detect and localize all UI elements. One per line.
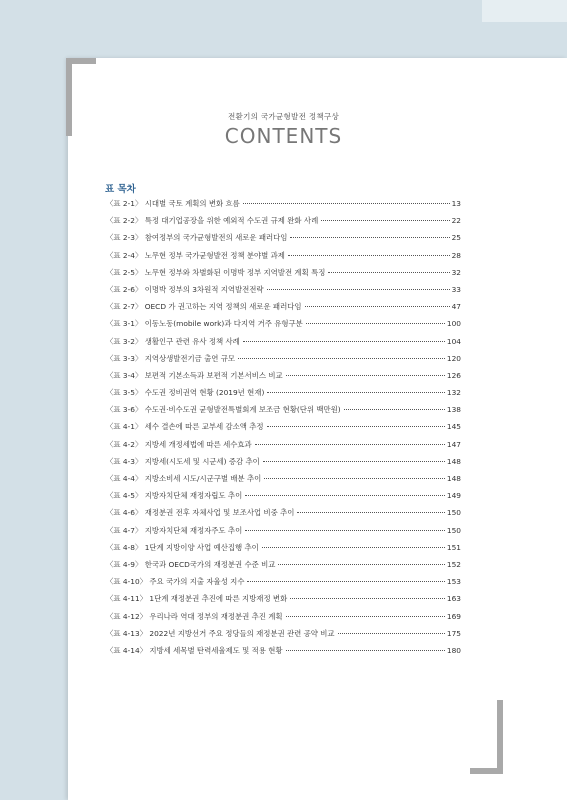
toc-dot-leader	[286, 616, 445, 617]
toc-entry-label: 〈표 3-3〉 지역상생발전기금 출연 규모	[106, 353, 236, 363]
toc-dot-leader	[297, 512, 444, 513]
toc-entry-page: 169	[446, 611, 461, 621]
toc-entry-page: 33	[451, 284, 461, 294]
toc-entry[interactable]	[106, 439, 461, 456]
toc-entry-page: 150	[446, 525, 461, 535]
toc-entry[interactable]	[106, 215, 461, 232]
toc-entry-label: 〈표 2-3〉 참여정부의 국가균형발전의 새로운 패러다임	[106, 233, 288, 243]
toc-entry-page: 180	[446, 645, 461, 655]
toc-entry-page: 152	[446, 559, 461, 569]
toc-entry-label: 〈표 4-7〉 지방자치단체 재정자주도 추이	[106, 525, 243, 535]
toc-dot-leader	[286, 375, 445, 376]
toc-dot-leader	[286, 650, 445, 651]
toc-entry[interactable]	[106, 284, 461, 301]
toc-dot-leader	[243, 203, 450, 204]
toc-entry-label: 〈표 4-8〉 1단계 지방이양 사업 예산집행 추이	[106, 542, 259, 552]
toc-entry-page: 32	[451, 267, 461, 277]
toc-dot-leader	[267, 289, 450, 290]
toc-entry-page: 132	[446, 388, 461, 398]
toc-entry[interactable]	[106, 507, 461, 524]
toc-entry-label: 〈표 4-5〉 지방자치단체 재정자립도 추이	[106, 491, 243, 501]
toc-dot-leader	[264, 478, 445, 479]
toc-entry-page: 47	[451, 302, 461, 312]
toc-entry[interactable]	[106, 593, 461, 610]
table-list-heading: 표 목차	[105, 184, 136, 195]
toc-entry-label: 〈표 3-4〉 보편적 기본소득과 보편적 기본서비스 비교	[106, 370, 283, 380]
toc-entry[interactable]	[106, 542, 461, 559]
toc-entry-page: 149	[446, 491, 461, 501]
toc-entry[interactable]	[106, 318, 461, 335]
toc-entry[interactable]	[106, 336, 461, 353]
toc-entry-label: 〈표 4-10〉 주요 국가의 지출 자율성 지수	[106, 577, 245, 587]
toc-dot-leader	[321, 220, 449, 221]
toc-entry[interactable]	[106, 611, 461, 628]
toc-entry[interactable]	[106, 232, 461, 249]
toc-entry-label: 〈표 2-4〉 노무현 정부 국가균형발전 정책 분야별 과제	[106, 250, 285, 260]
toc-entry-label: 〈표 4-13〉 2022년 지방선거 주요 정당들의 재정분권 관련 공약 비교	[106, 628, 335, 638]
toc-entry[interactable]	[106, 267, 461, 284]
toc-entry-page: 13	[451, 199, 461, 208]
toc-entry-label: 〈표 4-3〉 지방세(시도세 및 시군세) 증감 추이	[106, 456, 260, 466]
toc-entry-page: 148	[446, 456, 461, 466]
toc-entry[interactable]	[106, 525, 461, 542]
toc-entry[interactable]	[106, 456, 461, 473]
toc-entry-label: 〈표 2-1〉 시대별 국토 계획의 변화 흐름	[106, 199, 240, 208]
toc-dot-leader	[305, 306, 450, 307]
toc-dot-leader	[263, 461, 445, 462]
toc-entry-page: 175	[446, 628, 461, 638]
toc-entry-label: 〈표 4-2〉 지방세 개정세법에 따른 세수효과	[106, 439, 252, 449]
toc-entry-page: 120	[446, 353, 461, 363]
toc-entry-label: 〈표 3-5〉 수도권 정비권역 현황 (2019년 현재)	[106, 388, 265, 398]
toc-entry-label: 〈표 2-5〉 노무현 정부와 차별화된 이명박 정부 지역발전 계획 특징	[106, 267, 326, 277]
toc-entry-page: 104	[446, 336, 461, 346]
toc-dot-leader	[243, 341, 445, 342]
toc-dot-leader	[306, 323, 445, 324]
toc-dot-leader	[245, 495, 445, 496]
book-title: 전환기의 국가균형발전 정책구상	[228, 112, 339, 121]
toc-entry-label: 〈표 3-1〉 이동노동(mobile work)과 다지역 거주 유형구분	[106, 319, 303, 329]
toc-dot-leader	[278, 564, 445, 565]
toc-dot-leader	[267, 426, 445, 427]
toc-entry-page: 148	[446, 474, 461, 483]
toc-dot-leader	[238, 358, 445, 359]
toc-entry[interactable]	[106, 645, 461, 662]
toc-entry[interactable]	[106, 421, 461, 438]
toc-entry[interactable]	[106, 473, 461, 490]
toc-entry[interactable]	[106, 387, 461, 404]
corner-bracket-bottom-right-vertical	[497, 700, 503, 774]
toc-entry-label: 〈표 3-2〉 생활인구 관련 유사 정책 사례	[106, 336, 240, 346]
top-right-accent	[482, 0, 567, 22]
toc-entry-page: 22	[451, 216, 461, 226]
toc-dot-leader	[328, 272, 449, 273]
toc-entry-page: 153	[446, 577, 461, 587]
toc-entry-label: 〈표 4-6〉 재정분권 전후 자체사업 및 보조사업 비중 추이	[106, 508, 295, 518]
toc-entry-label: 〈표 4-11〉 1단계 재정분권 추진에 따른 지방재정 변화	[106, 594, 288, 604]
toc-entry-page: 126	[446, 370, 461, 380]
toc-dot-leader	[247, 581, 444, 582]
toc-entry-page: 145	[446, 422, 461, 432]
contents-heading: CONTENTS	[224, 124, 343, 148]
toc-entry-label: 〈표 2-6〉 이명박 정부의 3차원적 지역발전전략	[106, 284, 264, 294]
toc-dot-leader	[245, 530, 445, 531]
toc-dot-leader	[288, 255, 450, 256]
toc-dot-leader	[344, 409, 445, 410]
toc-entry-page: 147	[446, 439, 461, 449]
toc-entry-label: 〈표 4-4〉 지방소비세 시도/시군구별 배분 추이	[106, 474, 262, 483]
toc-entry-label: 〈표 2-7〉 OECD 가 권고하는 지역 정책의 새로운 패러다임	[106, 302, 302, 312]
toc-entry[interactable]	[106, 250, 461, 267]
toc-dot-leader	[262, 547, 445, 548]
toc-entry-page: 151	[446, 542, 461, 552]
toc-dot-leader	[255, 444, 445, 445]
toc-entry[interactable]	[106, 198, 461, 215]
toc-entry-page: 138	[446, 405, 461, 415]
toc-entry-page: 150	[446, 508, 461, 518]
toc-entry[interactable]	[106, 353, 461, 370]
toc-entry-label: 〈표 4-14〉 지방세 세목별 탄력세율제도 및 적용 현황	[106, 645, 283, 655]
toc-entry-label: 〈표 4-12〉 우리나라 역대 정부의 재정분권 추진 계획	[106, 611, 283, 621]
toc-entry[interactable]	[106, 404, 461, 421]
toc-entry-page: 163	[446, 594, 461, 604]
toc-entry[interactable]	[106, 490, 461, 507]
toc-entry[interactable]	[106, 370, 461, 387]
toc-entry[interactable]	[106, 628, 461, 645]
toc-entry[interactable]	[106, 576, 461, 593]
toc-entry-label: 〈표 3-6〉 수도권·비수도권 균형발전특별회계 보조금 현황(단위 백만원)	[106, 405, 341, 415]
toc-entry-label: 〈표 2-2〉 특정 대기업공장을 위한 예외적 수도권 규제 완화 사례	[106, 216, 319, 226]
toc-dot-leader	[338, 633, 445, 634]
toc-entry-label: 〈표 4-1〉 세수 결손에 따른 교부세 감소액 추정	[106, 422, 264, 432]
toc-dot-leader	[290, 598, 445, 599]
toc-entry-label: 〈표 4-9〉 한국과 OECD국가의 재정분권 수준 비교	[106, 559, 276, 569]
toc-dot-leader	[290, 237, 449, 238]
toc-entry-page: 28	[451, 250, 461, 260]
toc-entry-page: 100	[446, 319, 461, 329]
toc-entry[interactable]	[106, 559, 461, 576]
toc-dot-leader	[267, 392, 445, 393]
toc-entry[interactable]	[106, 301, 461, 318]
toc-entry-page: 25	[451, 233, 461, 243]
table-of-contents	[106, 198, 461, 662]
